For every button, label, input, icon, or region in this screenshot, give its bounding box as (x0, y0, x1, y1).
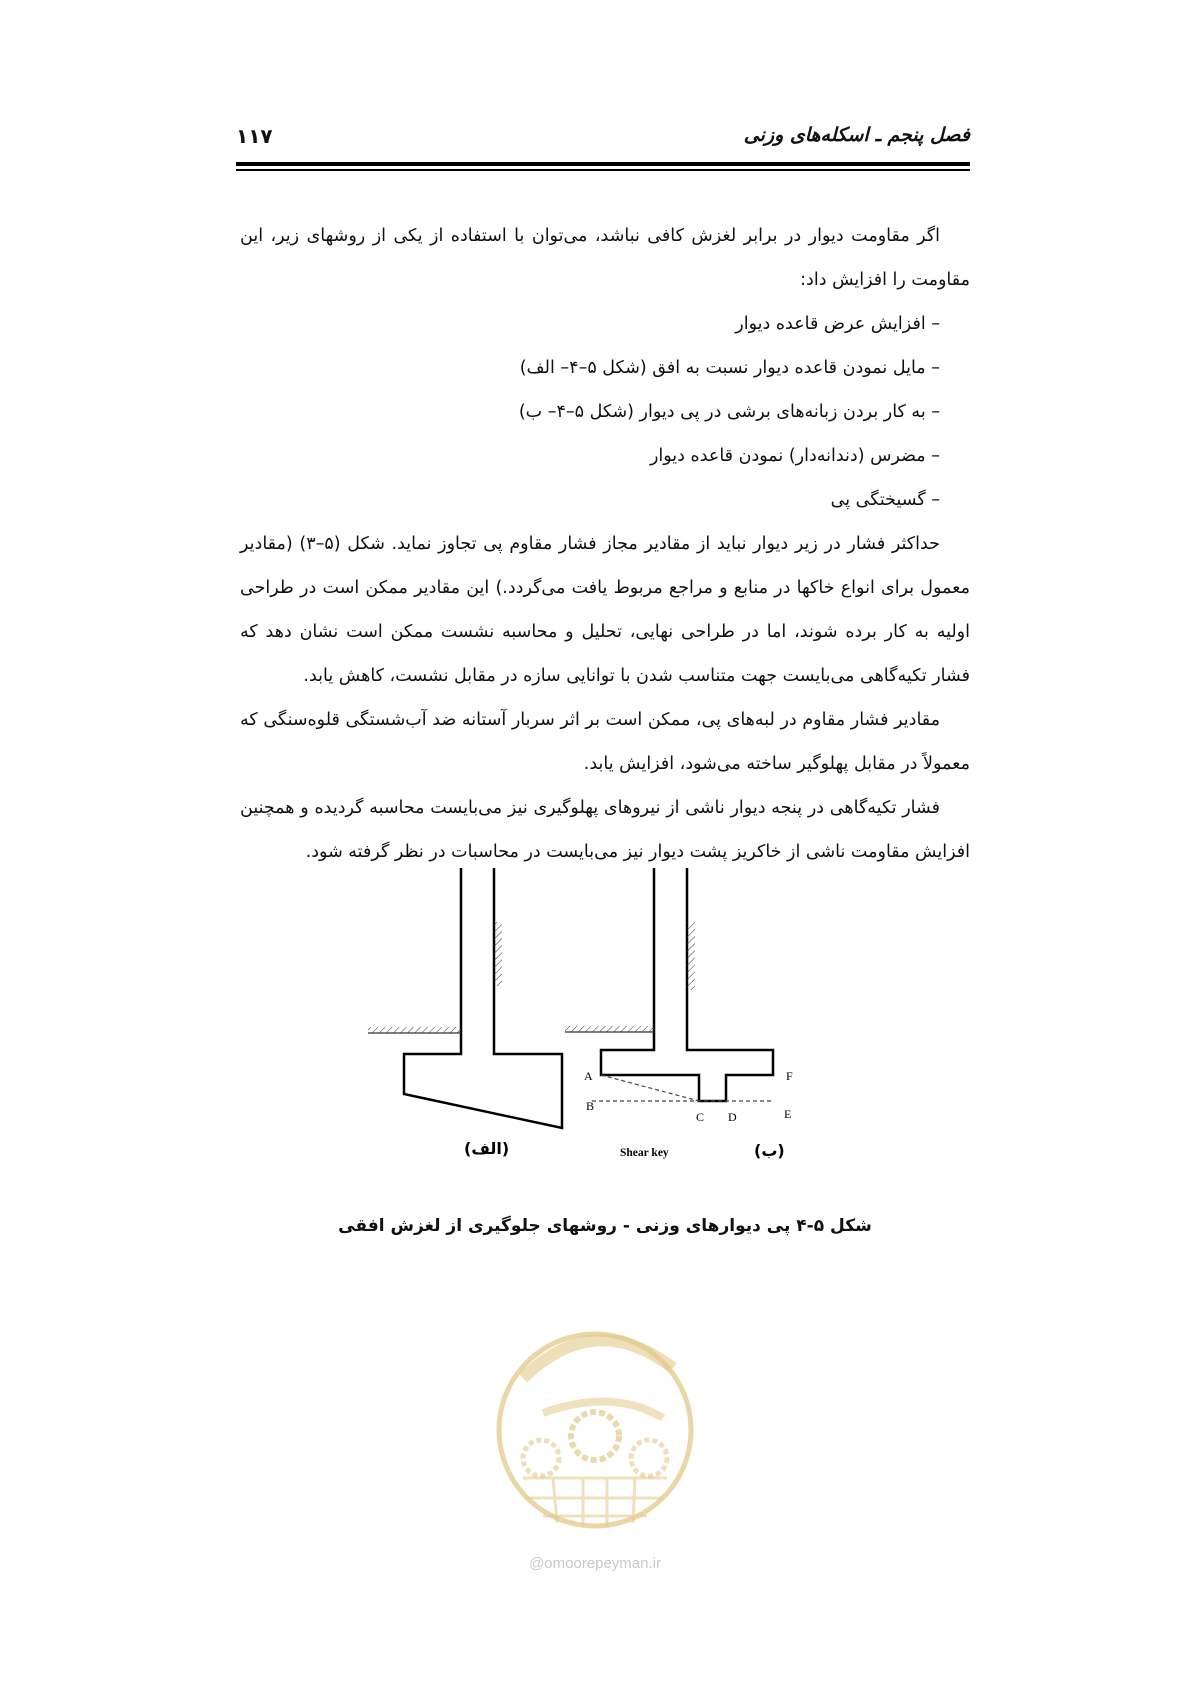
chapter-title: فصل پنجم ـ اسکله‌های وزنی (743, 124, 970, 146)
intro-paragraph: اگر مقاومت دیوار در برابر لغزش کافی نباشد، می‌توان با استفاده از یکی از روشهای زیر، این مقاومت را افزایش داد: (240, 226, 970, 290)
point-e-label: E (784, 1107, 792, 1121)
page-header (236, 124, 970, 154)
methods-list (240, 302, 970, 522)
figure-caption: شکل ۵-۴ پی دیوارهای وزنی - روشهای جلوگیری از لغزش افقی (338, 1216, 872, 1236)
method-item: – مضرس (دندانه‌دار) نمودن قاعده دیوار (649, 446, 940, 466)
method-item: – به کار بردن زبانه‌های برشی در پی دیوار (شکل ۵–۴– ب) (518, 402, 940, 422)
figure-a-wall (368, 868, 562, 1128)
paragraph-toe-pressure: فشار تکیه‌گاهی در پنجه دیوار ناشی از نیروهای پهلوگیری نیز می‌بایست محاسبه گردیده و همچنین افزایش مقاومت ناشی از خاکریز پشت دیوار نیز می‌بایست در محاسبات در نظر گرفته شود. (240, 798, 970, 862)
gear-icon (571, 1412, 619, 1460)
watermark-logo (483, 1318, 707, 1578)
point-b-label: B (586, 1099, 595, 1113)
watermark-site: @omoorepeyman.ir (529, 1555, 661, 1572)
header-rule-thick (236, 162, 970, 166)
point-f-label: F (786, 1069, 793, 1083)
body-text (240, 214, 970, 874)
wall-foundation-figure (360, 868, 860, 1198)
wall-back-hatch (494, 922, 502, 986)
scales-icon (523, 1440, 559, 1476)
method-item: – افزایش عرض قاعده دیوار (735, 314, 940, 334)
paragraph-edge-pressure: مقادیر فشار مقاوم در لبه‌های پی، ممکن است بر اثر سربار آستانه ضد آب‌شستگی قلوه‌سنگی که معمولاً در مقابل پهلوگیر ساخته می‌شود، افزایش یابد. (240, 710, 970, 774)
method-item: – مایل نمودن قاعده دیوار نسبت به افق (شکل ۵–۴– الف) (519, 358, 940, 378)
logo-grid (523, 1478, 667, 1526)
point-c-label: C (696, 1110, 705, 1124)
excavator-icon (631, 1440, 667, 1476)
page-number: ۱۱۷ (236, 124, 273, 148)
ground-hatch (368, 1027, 461, 1033)
shear-key-label: Shear key (620, 1147, 669, 1159)
header-rule-thin (236, 169, 970, 171)
paragraph-bearing-pressure: حداکثر فشار در زیر دیوار نباید از مقادیر مجاز فشار مقاوم پی تجاوز نماید. شکل (۵–۳) (مقادیر معمول برای انواع خاکها در منابع و مراجع مربوط یافت می‌گردد.) این مقادیر ممکن است در طراحی اولیه به کار برده شوند، اما در طراحی نهایی، تحلیل و محاسبه نشست ممکن است نشان دهد که فشار تکیه‌گاهی می‌بایست جهت متناسب شدن با توانایی سازه در مقابل نشست، کاهش یابد. (240, 534, 970, 686)
figure-a-label: (الف) (464, 1139, 510, 1158)
figure-b-wall (565, 868, 773, 1101)
failure-line-ac (601, 1075, 699, 1101)
method-item: – گسیختگی پی (830, 490, 940, 510)
wall-back-hatch (687, 922, 695, 990)
ground-hatch (565, 1026, 654, 1032)
point-d-label: D (728, 1110, 737, 1124)
point-a-label: A (584, 1069, 593, 1083)
figure-b-label: (ب) (754, 1141, 785, 1160)
